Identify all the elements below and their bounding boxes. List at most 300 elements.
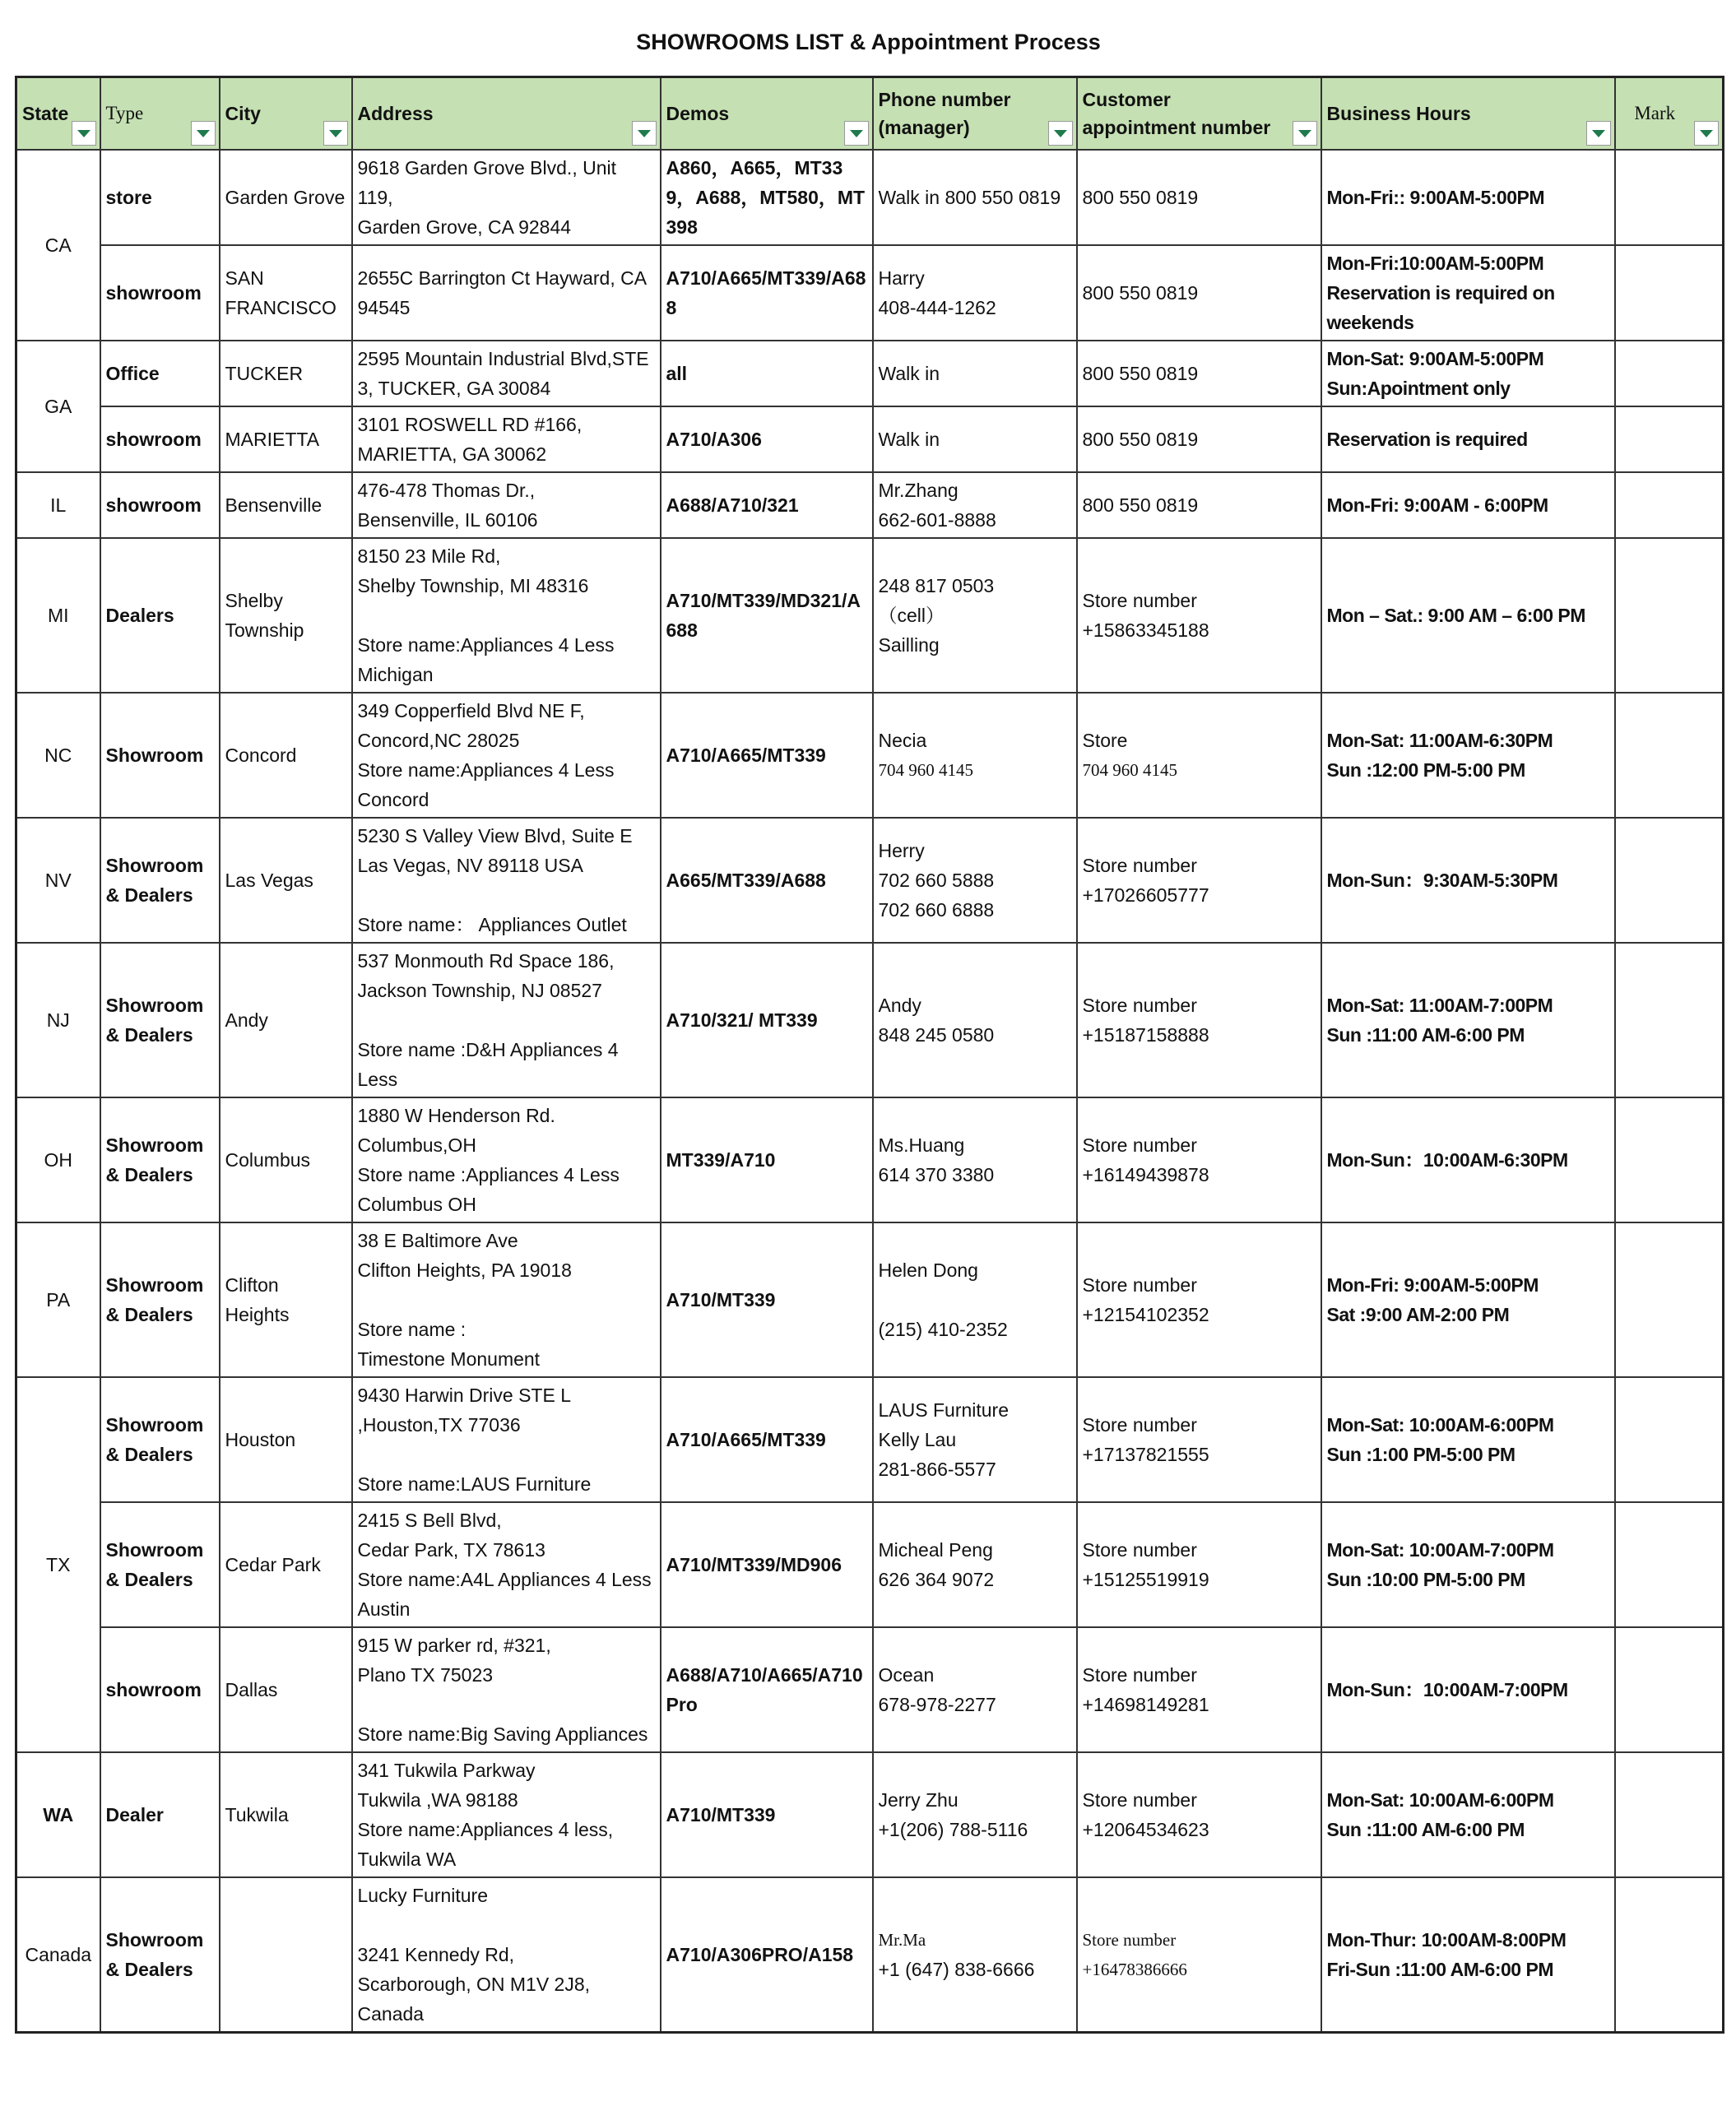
phone-line: 702 660 5888 xyxy=(878,870,995,891)
address-line: 2595 Mountain Industrial Blvd,STE 3, TUCKER, GA 30084 xyxy=(357,348,649,399)
filter-dropdown-icon[interactable] xyxy=(72,121,96,146)
mark-cell[interactable] xyxy=(1615,1222,1724,1377)
demos-cell: A688/A710/A665/A710 Pro xyxy=(661,1627,873,1752)
hours-line: Mon-Sat: 10:00AM-7:00PM xyxy=(1326,1539,1554,1561)
demos-cell: A710/MT339/MD906 xyxy=(661,1502,873,1627)
phone-line: Micheal Peng xyxy=(878,1539,993,1561)
phone-line: +1 (647) 838-6666 xyxy=(878,1959,1035,1980)
city-cell: Garden Grove xyxy=(220,150,352,245)
address-line: 349 Copperfield Blvd NE F, xyxy=(357,700,585,721)
address-line: Store name:Big Saving Appliances xyxy=(357,1723,648,1745)
mark-cell[interactable] xyxy=(1615,1502,1724,1627)
state-cell: NC xyxy=(16,693,100,818)
appointment-line: Store number xyxy=(1082,590,1197,611)
mark-cell[interactable] xyxy=(1615,1877,1724,2033)
appointment-cell xyxy=(1077,818,1321,943)
type-cell: Showroom & Dealers xyxy=(100,1502,220,1627)
table-row xyxy=(16,538,1724,693)
hours-cell xyxy=(1321,1752,1615,1877)
city-cell: Tukwila xyxy=(220,1752,352,1877)
appointment-line: 800 550 0819 xyxy=(1082,494,1199,516)
appointment-cell xyxy=(1077,1222,1321,1377)
appointment-line: 800 550 0819 xyxy=(1082,187,1199,208)
address-line: Columbus,OH xyxy=(357,1134,476,1156)
phone-line: Walk in xyxy=(878,429,940,450)
address-line: Shelby Township, MI 48316 xyxy=(357,575,589,596)
demos-cell: A710/A665/MT339 xyxy=(661,1377,873,1502)
appointment-cell xyxy=(1077,1097,1321,1222)
address-cell xyxy=(352,1502,661,1627)
type-cell: showroom xyxy=(100,406,220,472)
hours-line: Sat :9:00 AM-2:00 PM xyxy=(1326,1304,1510,1325)
filter-dropdown-icon[interactable] xyxy=(1048,121,1073,146)
phone-cell xyxy=(873,943,1077,1097)
hours-line: Mon – Sat.: 9:00 AM – 6:00 PM xyxy=(1326,605,1585,626)
phone-line: +1(206) 788-5116 xyxy=(878,1819,1028,1840)
type-cell: showroom xyxy=(100,1627,220,1752)
phone-cell xyxy=(873,245,1077,341)
header-demos: Demos xyxy=(661,77,873,151)
address-line: Store name:A4L Appliances 4 Less Austin xyxy=(357,1569,652,1620)
phone-line: 614 370 3380 xyxy=(878,1164,995,1185)
address-line: Cedar Park, TX 78613 xyxy=(357,1539,545,1561)
address-line: 1880 W Henderson Rd. xyxy=(357,1105,555,1126)
address-line: Store name:Appliances 4 less, Tukwila WA xyxy=(357,1819,614,1870)
appointment-line: Store number xyxy=(1082,1789,1197,1811)
phone-line: Ocean xyxy=(878,1664,935,1686)
demos-cell: A710/A306 xyxy=(661,406,873,472)
spacer xyxy=(358,1005,655,1035)
table-row xyxy=(16,818,1724,943)
hours-cell xyxy=(1321,1627,1615,1752)
appointment-line: +15187158888 xyxy=(1082,1024,1209,1046)
hours-cell xyxy=(1321,1502,1615,1627)
phone-line: Mr.Ma xyxy=(878,1930,926,1950)
filter-dropdown-icon[interactable] xyxy=(632,121,657,146)
filter-dropdown-icon[interactable] xyxy=(323,121,348,146)
state-cell: WA xyxy=(16,1752,100,1877)
state-cell: CA xyxy=(16,150,100,341)
city-cell: Clifton Heights xyxy=(220,1222,352,1377)
address-line: Store name:Appliances 4 Less Concord xyxy=(357,759,615,810)
phone-line: Helen Dong xyxy=(878,1259,978,1281)
address-line: Store name :D&H Appliances 4 Less xyxy=(357,1039,619,1090)
address-line: Store name:LAUS Furniture xyxy=(357,1473,592,1495)
address-cell xyxy=(352,1222,661,1377)
hours-cell xyxy=(1321,245,1615,341)
hours-cell xyxy=(1321,472,1615,538)
address-cell xyxy=(352,1877,661,2033)
appointment-cell xyxy=(1077,406,1321,472)
hours-line: Mon-Thur: 10:00AM-8:00PM xyxy=(1326,1929,1567,1951)
appointment-line: Store number xyxy=(1082,1664,1197,1686)
appointment-line: 800 550 0819 xyxy=(1082,282,1199,304)
hours-cell xyxy=(1321,943,1615,1097)
address-line: Store name:Appliances 4 Less Michigan xyxy=(357,634,615,685)
address-line: Garden Grove, CA 92844 xyxy=(357,216,572,238)
state-cell: TX xyxy=(16,1377,100,1752)
type-cell: Showroom & Dealers xyxy=(100,1877,220,2033)
address-cell xyxy=(352,1097,661,1222)
appointment-line: 704 960 4145 xyxy=(1082,760,1177,780)
appointment-line: Store number xyxy=(1082,995,1197,1016)
appointment-line: +12064534623 xyxy=(1082,1819,1209,1840)
type-cell: store xyxy=(100,150,220,245)
appointment-cell xyxy=(1077,693,1321,818)
demos-cell: A665/MT339/A688 xyxy=(661,818,873,943)
appointment-line: Store number xyxy=(1082,1414,1197,1436)
type-cell: Office xyxy=(100,341,220,406)
hours-line: Mon-Sat: 11:00AM-7:00PM xyxy=(1326,995,1553,1016)
mark-cell[interactable] xyxy=(1615,1627,1724,1752)
phone-line: 408-444-1262 xyxy=(878,297,996,318)
state-cell: IL xyxy=(16,472,100,538)
mark-cell[interactable] xyxy=(1615,406,1724,472)
phone-line: 281-866-5577 xyxy=(878,1459,996,1480)
state-cell: GA xyxy=(16,341,100,472)
state-cell: NV xyxy=(16,818,100,943)
address-cell xyxy=(352,245,661,341)
city-cell: Andy xyxy=(220,943,352,1097)
hours-cell xyxy=(1321,341,1615,406)
address-cell xyxy=(352,818,661,943)
filter-dropdown-icon[interactable] xyxy=(1293,121,1317,146)
hours-cell xyxy=(1321,1222,1615,1377)
table-row xyxy=(16,245,1724,341)
city-cell: MARIETTA xyxy=(220,406,352,472)
table-row xyxy=(16,341,1724,406)
hours-cell xyxy=(1321,406,1615,472)
address-line: 9430 Harwin Drive STE L xyxy=(357,1385,571,1406)
table-row xyxy=(16,943,1724,1097)
phone-line: Jerry Zhu xyxy=(878,1789,959,1811)
table-row xyxy=(16,1222,1724,1377)
appointment-line: +15863345188 xyxy=(1082,619,1209,641)
phone-line: Mr.Zhang xyxy=(878,480,959,501)
hours-line: Sun :1:00 PM-5:00 PM xyxy=(1326,1444,1516,1465)
appointment-line: 800 550 0819 xyxy=(1082,429,1199,450)
hours-cell xyxy=(1321,538,1615,693)
state-cell: NJ xyxy=(16,943,100,1097)
type-cell: showroom xyxy=(100,245,220,341)
address-line: Lucky Furniture xyxy=(357,1885,489,1906)
address-cell xyxy=(352,472,661,538)
table-row xyxy=(16,693,1724,818)
appointment-cell xyxy=(1077,538,1321,693)
appointment-line: +12154102352 xyxy=(1082,1304,1209,1325)
hours-line: Sun:Apointment only xyxy=(1326,378,1511,399)
appointment-line: Store number xyxy=(1082,855,1197,876)
header-mark: Mark xyxy=(1615,77,1724,151)
hours-line: Mon-Sat: 11:00AM-6:30PM xyxy=(1326,730,1553,751)
appointment-cell xyxy=(1077,1627,1321,1752)
address-line: Timestone Monument xyxy=(357,1348,541,1370)
demos-cell: A710/MT339 xyxy=(661,1222,873,1377)
address-line: Bensenville, IL 60106 xyxy=(357,509,538,531)
type-cell: Showroom & Dealers xyxy=(100,943,220,1097)
appointment-line: Store number xyxy=(1082,1539,1197,1561)
appointment-line: +17137821555 xyxy=(1082,1444,1209,1465)
appointment-line: +17026605777 xyxy=(1082,884,1209,906)
appointment-cell xyxy=(1077,1502,1321,1627)
appointment-line: +16149439878 xyxy=(1082,1164,1209,1185)
phone-cell xyxy=(873,1502,1077,1627)
address-line: 476-478 Thomas Dr., xyxy=(357,480,536,501)
address-line: 3241 Kennedy Rd, xyxy=(357,1944,515,1965)
table-row xyxy=(16,406,1724,472)
city-cell: Shelby Township xyxy=(220,538,352,693)
hours-cell xyxy=(1321,1097,1615,1222)
table-row xyxy=(16,1627,1724,1752)
phone-line: Necia xyxy=(878,730,927,751)
phone-cell xyxy=(873,472,1077,538)
type-cell: showroom xyxy=(100,472,220,538)
spacer xyxy=(879,1285,1071,1315)
appointment-line: Store xyxy=(1082,730,1128,751)
appointment-line: Store number xyxy=(1082,1134,1197,1156)
hours-line: Reservation is required on weekends xyxy=(1326,282,1555,333)
hours-line: Mon-Fri:10:00AM-5:00PM xyxy=(1326,253,1544,274)
state-cell: MI xyxy=(16,538,100,693)
header-phone: Phone number (manager) xyxy=(873,77,1077,151)
address-line: MARIETTA, GA 30062 xyxy=(357,443,547,465)
phone-line: 702 660 6888 xyxy=(878,899,995,921)
address-line: Jackson Township, NJ 08527 xyxy=(357,980,602,1001)
phone-cell xyxy=(873,1097,1077,1222)
hours-cell xyxy=(1321,1877,1615,2033)
appointment-line: Store number xyxy=(1082,1930,1177,1950)
city-cell: Cedar Park xyxy=(220,1502,352,1627)
hours-line: Mon-Fri: 9:00AM-5:00PM xyxy=(1326,1274,1539,1296)
mark-cell[interactable] xyxy=(1615,1377,1724,1502)
city-cell xyxy=(220,1877,352,2033)
phone-cell xyxy=(873,818,1077,943)
mark-cell[interactable] xyxy=(1615,538,1724,693)
type-cell: Dealer xyxy=(100,1752,220,1877)
spacer xyxy=(358,1690,655,1719)
phone-line: Andy xyxy=(878,995,921,1016)
type-cell: Showroom & Dealers xyxy=(100,1097,220,1222)
hours-cell xyxy=(1321,150,1615,245)
hours-line: Mon-Sun：10:00AM-7:00PM xyxy=(1326,1679,1568,1700)
header-appointment: Customer appointment number xyxy=(1077,77,1321,151)
hours-line: Mon-Fri: 9:00AM - 6:00PM xyxy=(1326,494,1548,516)
showrooms-table xyxy=(15,76,1724,2034)
mark-cell[interactable] xyxy=(1615,472,1724,538)
spacer xyxy=(358,1440,655,1469)
hours-line: Sun :12:00 PM-5:00 PM xyxy=(1326,759,1525,781)
mark-cell[interactable] xyxy=(1615,818,1724,943)
table-row xyxy=(16,1377,1724,1502)
address-line: 38 E Baltimore Ave xyxy=(357,1230,518,1251)
filter-dropdown-icon[interactable] xyxy=(844,121,869,146)
phone-cell xyxy=(873,150,1077,245)
hours-line: Reservation is required xyxy=(1326,429,1528,450)
demos-cell: A710/A665/MT339 xyxy=(661,693,873,818)
hours-cell xyxy=(1321,693,1615,818)
header-hours: Business Hours xyxy=(1321,77,1615,151)
city-cell: Concord xyxy=(220,693,352,818)
hours-line: Mon-Sun：10:00AM-6:30PM xyxy=(1326,1149,1568,1171)
address-line: Tukwila ,WA 98188 xyxy=(357,1789,518,1811)
demos-cell: A710/A306PRO/A158 xyxy=(661,1877,873,2033)
city-cell: Dallas xyxy=(220,1627,352,1752)
city-cell: Bensenville xyxy=(220,472,352,538)
mark-cell[interactable] xyxy=(1615,1097,1724,1222)
phone-cell xyxy=(873,1752,1077,1877)
state-cell: Canada xyxy=(16,1877,100,2033)
hours-line: Fri-Sun :11:00 AM-6:00 PM xyxy=(1326,1959,1553,1980)
header-state: State xyxy=(16,77,100,151)
demos-cell: A860，A665，MT339，A688，MT580，MT398 xyxy=(661,150,873,245)
state-cell: OH xyxy=(16,1097,100,1222)
appointment-cell xyxy=(1077,341,1321,406)
phone-line: LAUS Furniture xyxy=(878,1399,1010,1421)
mark-cell[interactable] xyxy=(1615,1752,1724,1877)
state-cell: PA xyxy=(16,1222,100,1377)
appointment-cell xyxy=(1077,245,1321,341)
address-cell xyxy=(352,150,661,245)
phone-line: Sailling xyxy=(878,634,940,656)
address-line: 9618 Garden Grove Blvd., Unit 119, xyxy=(357,157,616,208)
appointment-line: +15125519919 xyxy=(1082,1569,1209,1590)
table-row xyxy=(16,1502,1724,1627)
spacer xyxy=(358,601,655,630)
mark-cell[interactable] xyxy=(1615,150,1724,245)
phone-line: (215) 410-2352 xyxy=(878,1319,1008,1340)
phone-line: Herry xyxy=(878,840,925,861)
header-address: Address xyxy=(352,77,661,151)
table-row xyxy=(16,1097,1724,1222)
address-line: Store name : xyxy=(357,1319,466,1340)
hours-cell xyxy=(1321,818,1615,943)
address-line: 537 Monmouth Rd Space 186, xyxy=(357,950,615,972)
address-line: Scarborough, ON M1V 2J8, xyxy=(357,1974,591,1995)
table-row xyxy=(16,1752,1724,1877)
phone-cell xyxy=(873,1377,1077,1502)
phone-line: Walk in xyxy=(878,363,940,384)
appointment-cell xyxy=(1077,1877,1321,2033)
mark-cell[interactable] xyxy=(1615,245,1724,341)
phone-cell xyxy=(873,538,1077,693)
phone-cell xyxy=(873,1877,1077,2033)
mark-cell[interactable] xyxy=(1615,693,1724,818)
address-line: Plano TX 75023 xyxy=(357,1664,494,1686)
address-line: 5230 S Valley View Blvd, Suite E xyxy=(357,825,633,847)
hours-line: Mon-Sun：9:30AM-5:30PM xyxy=(1326,870,1558,891)
spacer xyxy=(358,1910,655,1940)
hours-line: Mon-Sat: 10:00AM-6:00PM xyxy=(1326,1789,1554,1811)
phone-line: （cell） xyxy=(878,605,945,626)
phone-line: 248 817 0503 xyxy=(878,575,995,596)
type-cell: Showroom & Dealers xyxy=(100,1377,220,1502)
address-line: Canada xyxy=(357,2003,425,2025)
address-line: Las Vegas, NV 89118 USA xyxy=(357,855,583,876)
city-cell: TUCKER xyxy=(220,341,352,406)
phone-line: Kelly Lau xyxy=(878,1429,957,1450)
phone-cell xyxy=(873,693,1077,818)
address-line: 341 Tukwila Parkway xyxy=(357,1760,536,1781)
appointment-line: 800 550 0819 xyxy=(1082,363,1199,384)
address-line: Store name： Appliances Outlet xyxy=(357,914,627,935)
address-cell xyxy=(352,1377,661,1502)
hours-line: Sun :11:00 AM-6:00 PM xyxy=(1326,1024,1525,1046)
appointment-cell xyxy=(1077,150,1321,245)
phone-cell xyxy=(873,1222,1077,1377)
appointment-cell xyxy=(1077,1377,1321,1502)
demos-cell: all xyxy=(661,341,873,406)
address-line: Concord,NC 28025 xyxy=(357,730,520,751)
address-line: 2415 S Bell Blvd, xyxy=(357,1510,502,1531)
appointment-cell xyxy=(1077,1752,1321,1877)
address-line: ,Houston,TX 77036 xyxy=(357,1414,521,1436)
demos-cell: A710/321/ MT339 xyxy=(661,943,873,1097)
appointment-line: Store number xyxy=(1082,1274,1197,1296)
table-row xyxy=(16,150,1724,245)
phone-line: Walk in 800 550 0819 xyxy=(878,187,1061,208)
phone-line: 678-978-2277 xyxy=(878,1694,996,1715)
mark-cell[interactable] xyxy=(1615,943,1724,1097)
address-cell xyxy=(352,1627,661,1752)
hours-line: Sun :10:00 PM-5:00 PM xyxy=(1326,1569,1525,1590)
filter-dropdown-icon[interactable] xyxy=(191,121,216,146)
spacer xyxy=(358,1285,655,1315)
type-cell: Showroom & Dealers xyxy=(100,1222,220,1377)
hours-line: Mon-Sat: 9:00AM-5:00PM xyxy=(1326,348,1544,369)
filter-dropdown-icon[interactable] xyxy=(1694,121,1719,146)
phone-cell xyxy=(873,341,1077,406)
appointment-line: +14698149281 xyxy=(1082,1694,1209,1715)
demos-cell: A688/A710/321 xyxy=(661,472,873,538)
hours-cell xyxy=(1321,1377,1615,1502)
address-cell xyxy=(352,406,661,472)
address-line: 915 W parker rd, #321, xyxy=(357,1635,551,1656)
address-line: 8150 23 Mile Rd, xyxy=(357,545,501,567)
city-cell: Las Vegas xyxy=(220,818,352,943)
demos-cell: A710/MT339 xyxy=(661,1752,873,1877)
address-cell xyxy=(352,693,661,818)
demos-cell: A710/MT339/MD321/A688 xyxy=(661,538,873,693)
phone-cell xyxy=(873,1627,1077,1752)
address-line: 2655C Barrington Ct Hayward, CA 94545 xyxy=(357,267,646,318)
address-line: Store name :Appliances 4 Less Columbus OH xyxy=(357,1164,620,1215)
appointment-line: +16478386666 xyxy=(1082,1960,1187,1979)
header-city: City xyxy=(220,77,352,151)
type-cell: Showroom xyxy=(100,693,220,818)
address-cell xyxy=(352,538,661,693)
city-cell: SAN FRANCISCO xyxy=(220,245,352,341)
type-cell: Showroom & Dealers xyxy=(100,818,220,943)
phone-cell xyxy=(873,406,1077,472)
address-cell xyxy=(352,341,661,406)
page-title: SHOWROOMS LIST & Appointment Process xyxy=(636,30,1101,54)
city-cell: Columbus xyxy=(220,1097,352,1222)
phone-line: 662-601-8888 xyxy=(878,509,996,531)
filter-dropdown-icon[interactable] xyxy=(1586,121,1611,146)
mark-cell[interactable] xyxy=(1615,341,1724,406)
phone-line: 848 245 0580 xyxy=(878,1024,995,1046)
phone-line: Harry xyxy=(878,267,925,289)
city-cell: Houston xyxy=(220,1377,352,1502)
demos-cell: MT339/A710 xyxy=(661,1097,873,1222)
address-line: 3101 ROSWELL RD #166, xyxy=(357,414,583,435)
spacer xyxy=(358,880,655,910)
address-line: Clifton Heights, PA 19018 xyxy=(357,1259,572,1281)
header-type: Type xyxy=(100,77,220,151)
type-cell: Dealers xyxy=(100,538,220,693)
header-row xyxy=(16,77,1724,151)
table-row xyxy=(16,1877,1724,2033)
